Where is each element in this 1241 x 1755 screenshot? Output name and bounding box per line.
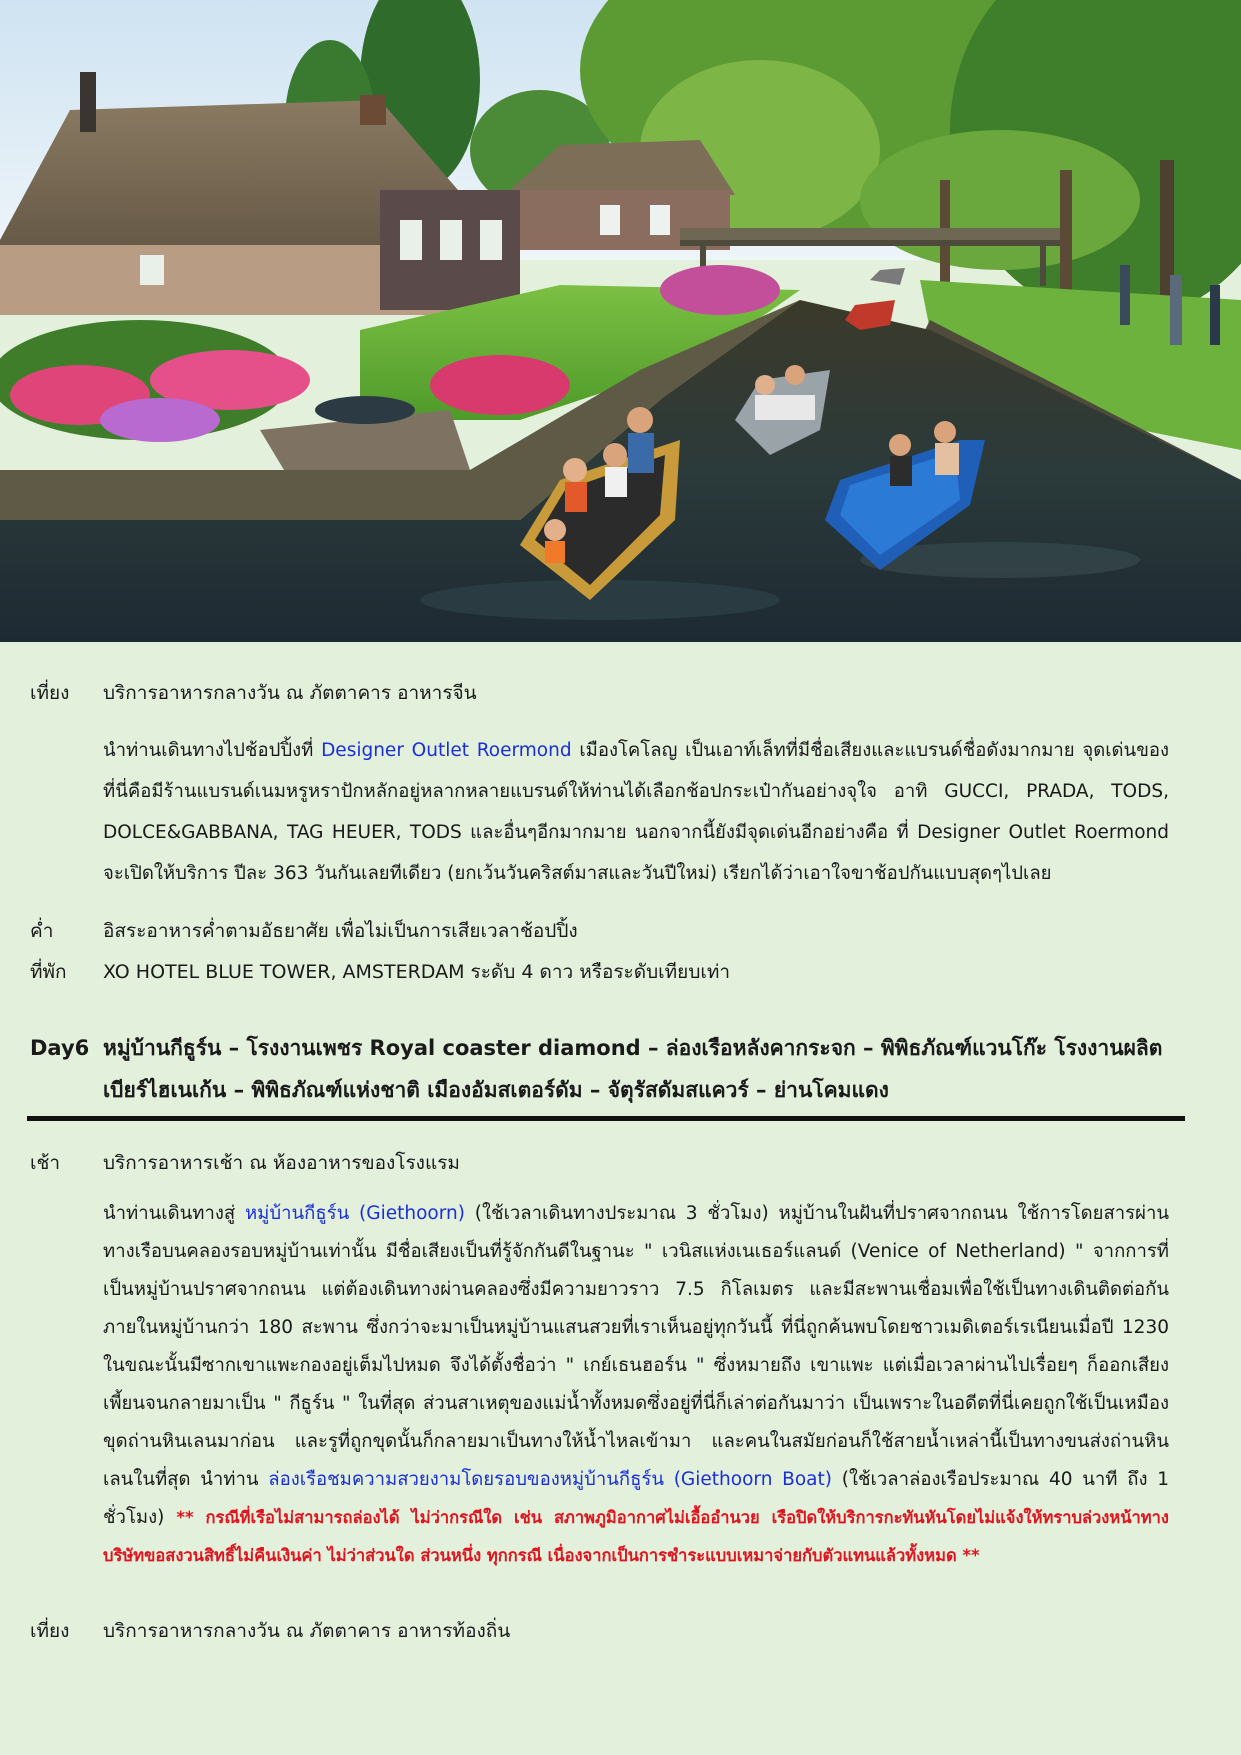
meal-label: ค่ำ (30, 920, 54, 942)
paragraph-text: นำท่านเดินทางไปช้อปปิ้งที่ (103, 740, 322, 761)
wooden-bridge (680, 228, 1060, 240)
meal-label: เช้า (30, 1152, 61, 1174)
day-title: หมู่บ้านกีธูร์น – โรงงานเพชร Royal coaster diamond – ล่องเรือหลังคากระจก – พิพิธภัณฑ์แวนโก๊ะ โรงงานผลิตเบียร์ไฮเนเก้น – พิพิธภัณฑ์แห่งชาติ เมืองอัมสเตอร์ดัม – จัตุรัสดัมสแควร์ – ย่านโคมแดง (103, 1036, 1163, 1102)
outlet-name-link: Designer Outlet Roermond (321, 740, 572, 761)
giethoorn-canal-scene (0, 0, 1241, 642)
hotel-label: ที่พัก (30, 961, 67, 983)
outlet-paragraph (103, 730, 1169, 894)
meal-text: บริการอาหารกลางวัน ณ ภัตตาคาร อาหารท้องถิ่น (103, 1620, 511, 1642)
hero-photo (0, 0, 1241, 642)
giethoorn-boat-link: ล่องเรือชมความสวยงามโดยรอบของหมู่บ้านกีธูร์น (Giethoorn Boat) (268, 1469, 832, 1490)
hotel-text: XO HOTEL BLUE TOWER, AMSTERDAM ระดับ 4 ดาว หรือระดับเทียบเท่า (103, 961, 731, 983)
meal-label: เที่ยง (30, 1620, 70, 1642)
boat-far (845, 268, 905, 330)
paragraph-text: เมืองโคโลญ เป็นเอาท์เล็ทที่มีชื่อเสียงและแบรนด์ชื่อดังมากมาย จุดเด่นของที่นี่คือมีร้านแบรนด์เนมหรูหราปักหลักอยู่หลากหลายแบรนด์ให้ท่านได้เลือกช้อปกระเป๋ากันอย่างจุใจ อาทิ GUCCI, PRADA, TODS, DOLCE&GABBANA, TAG HEUER, TODS และอื่นๆอีกมากมาย นอกจากนี้ยังมีจุดเด่นอีกอย่างคือ ที่ Designer Outlet Roermond จะเปิดให้บริการ ปีละ 363 วันกันเลยทีเดียว (ยกเว้นวันคริสต์มาสและวันปีใหม่) เรียกได้ว่าเอาใจขาช้อปกันแบบสุดๆไปเลย (103, 740, 1169, 884)
giethoorn-paragraph (103, 1195, 1169, 1575)
meal-label: เที่ยง (30, 682, 70, 704)
day-label: Day6 (30, 1036, 90, 1060)
boat-warning-note: ** กรณีที่เรือไม่สามารถล่องได้ ไม่ว่ากรณีใด เช่น สภาพภูมิอากาศไม่เอื้ออำนวย เรือปิดให้บริการกะทันหันโดยไม่แจ้งให้ทราบล่วงหน้าทางบริษัทขอสงวนสิทธิ์ไม่คืนเงินค่า ไม่ว่าส่วนใด ส่วนหนึ่ง ทุกกรณี เนื่องจากเป็นการชำระแบบเหมาจ่ายกับตัวแทนแล้วทั้งหมด ** (103, 1508, 1169, 1565)
paragraph-text: (ใช้เวลาเดินทางประมาณ 3 ชั่วโมง) หมู่บ้านในฝันที่ปราศจากถนน ใช้การโดยสารผ่านทางเรือบนคลองรอบหมู่บ้านเท่านั้น มีชื่อเสียงเป็นที่รู้จักกันดีในฐานะ " เวนิสแห่งเนเธอร์แลนด์ (Venice of Netherland) " จากการที่เป็นหมู่บ้านปราศจากถนน แต่ต้องเดินทางผ่านคลองซึ่งมีความยาวราว 7.5 กิโลเมตร และมีสะพานเชื่อมเพื่อใช้เป็นทางเดินติดต่อกันภายในหมู่บ้านกว่า 180 สะพาน ซึ่งกว่าจะมาเป็นหมู่บ้านแสนสวยที่เราเห็นอยู่ทุกวันนี้ ที่นี่ถูกค้นพบโดยชาวเมดิเตอร์เรเนียนเมื่อปี 1230 ในขณะนั้นมีซากเขาแพะกองอยู่เต็มไปหมด จึงได้ตั้งชื่อว่า " เกย์เธนฮอร์น " ซึ่งหมายถึง เขาแพะ แต่เมื่อเวลาผ่านไปเรื่อยๆ ก็ออกเสียงเพี้ยนจนกลายมาเป็น " กีธูร์น " ในที่สุด ส่วนสาเหตุของแม่น้ำทั้งหมดซึ่งอยู่ที่นี่ก็เล่าต่อกันมาว่า เป็นเพราะในอดีตที่นี่เคยถูกใช้เป็นเหมืองขุดถ่านหินเลนมาก่อน และรูที่ถูกขุดนั้นก็กลายมาเป็นทางให้น้ำไหลเข้ามา และคนในสมัยก่อนก็ใช้สายน้ำเหล่านี้เป็นทางขนส่งถ่านหินเลนในที่สุด นำท่าน (103, 1203, 1169, 1490)
heading-divider (27, 1116, 1185, 1121)
giethoorn-village-link: หมู่บ้านกีธูร์น (Giethoorn) (244, 1203, 465, 1224)
meal-text: อิสระอาหารค่ำตามอัธยาศัย เพื่อไม่เป็นการเสียเวลาช้อปปิ้ง (103, 920, 578, 942)
paragraph-text: นำท่านเดินทางสู่ (103, 1203, 245, 1224)
paragraph-text: (ใช้เวลาล่องเรือประมาณ 40 นาที ถึง 1 ชั่วโมง) (103, 1469, 1170, 1528)
meal-text: บริการอาหารเช้า ณ ห้องอาหารของโรงแรม (103, 1152, 460, 1174)
meal-text: บริการอาหารกลางวัน ณ ภัตตาคาร อาหารจีน (103, 682, 477, 704)
